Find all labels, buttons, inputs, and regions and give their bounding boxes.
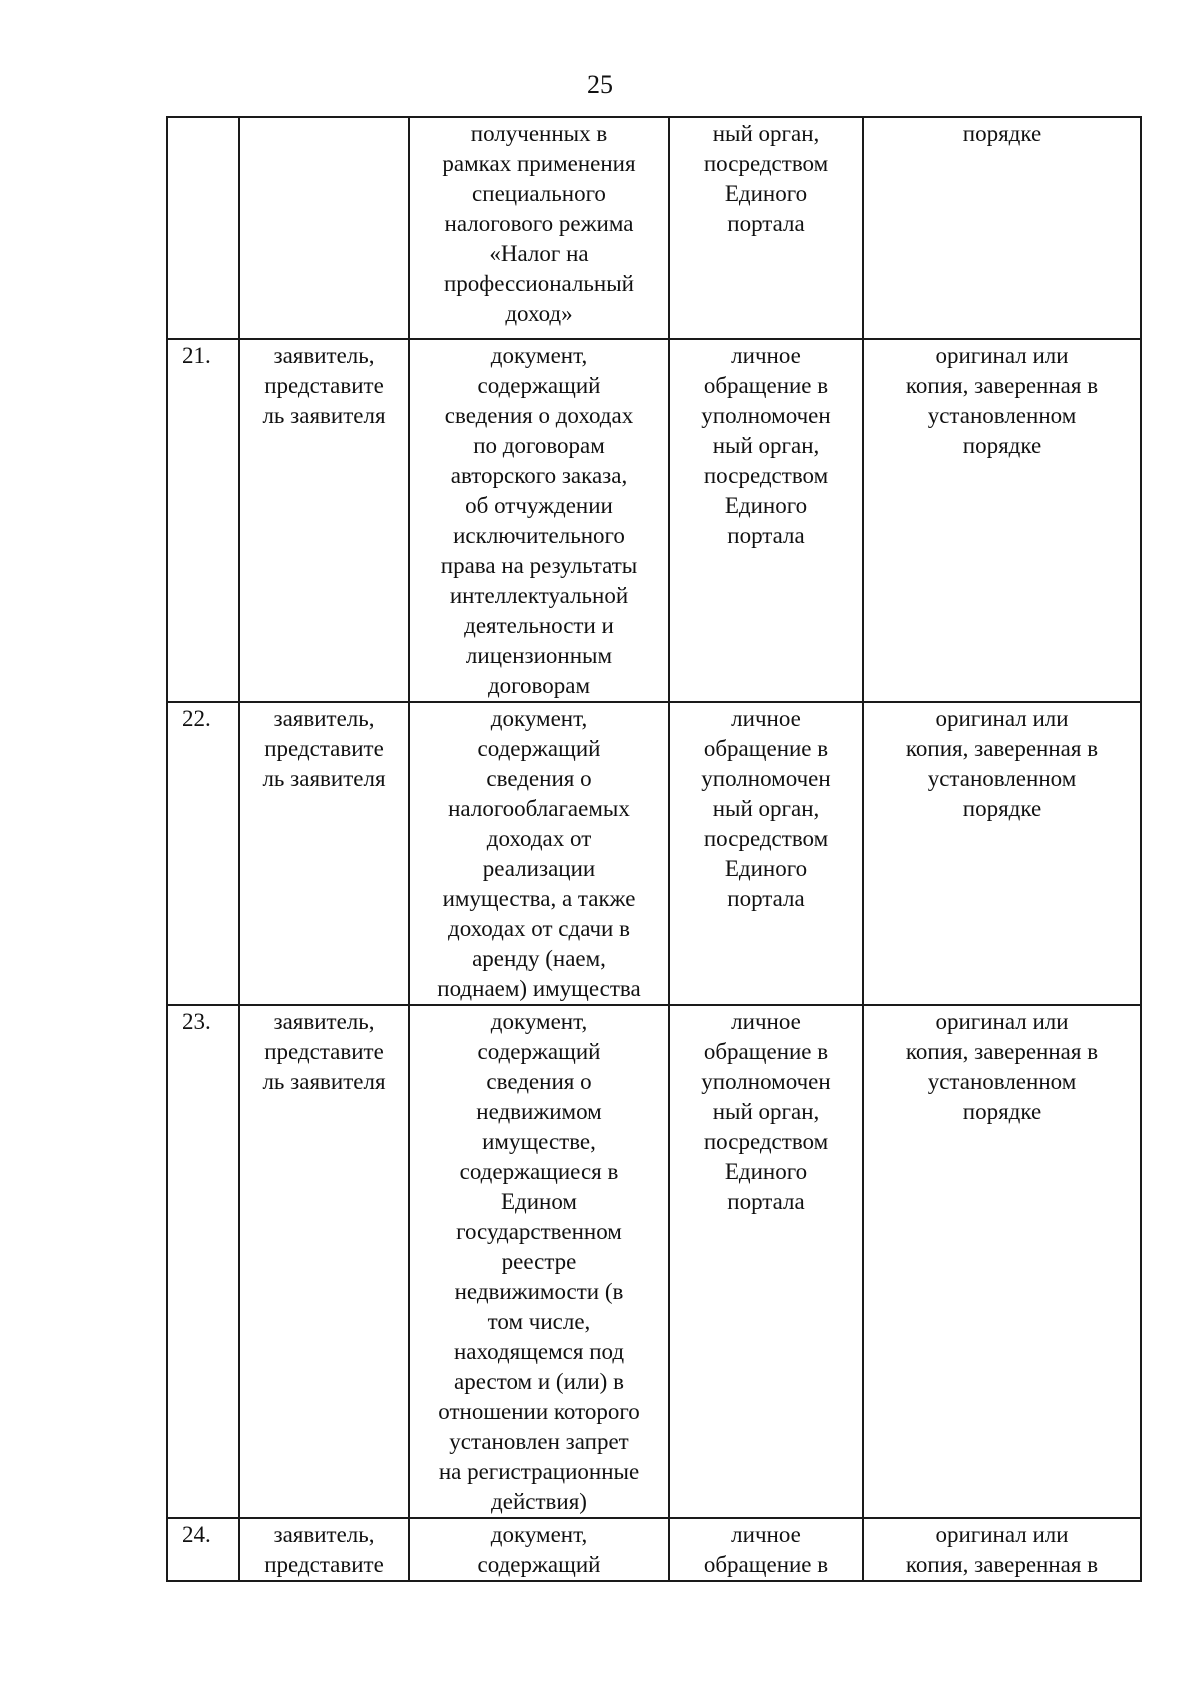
document-cell: документ, содержащий сведения о доходах по договорам авторского заказа, об отчуждении исключительного права на результаты интеллектуальной деятельности и лицензионным договорам [409, 339, 669, 702]
documents-table [166, 116, 1142, 1582]
applicant-cell: заявитель, представите ль заявителя [239, 702, 409, 1005]
document-form-cell: оригинал или копия, заверенная в установленном порядке [863, 702, 1141, 1005]
submission-method-cell: личное обращение в [669, 1518, 863, 1581]
submission-method-cell: личное обращение в уполномочен ный орган, посредством Единого портала [669, 702, 863, 1005]
table-row-21 [167, 339, 1141, 702]
row-number-cell: 22. [167, 702, 239, 1005]
row-number-cell: 24. [167, 1518, 239, 1581]
document-form-cell: оригинал или копия, заверенная в установленном порядке [863, 1005, 1141, 1518]
row-number-cell: 23. [167, 1005, 239, 1518]
table-row-23 [167, 1005, 1141, 1518]
applicant-cell: заявитель, представите [239, 1518, 409, 1581]
document-form-cell: оригинал или копия, заверенная в установленном порядке [863, 339, 1141, 702]
submission-method-cell: ный орган, посредством Единого портала [669, 117, 863, 339]
document-cell: полученных в рамках применения специального налогового режима «Налог на профессиональный доход» [409, 117, 669, 339]
document-cell: документ, содержащий сведения о налогооблагаемых доходах от реализации имущества, а также доходах от сдачи в аренду (наем, поднаем) имущества [409, 702, 669, 1005]
document-form-cell: порядке [863, 117, 1141, 339]
submission-method-cell: личное обращение в уполномочен ный орган, посредством Единого портала [669, 339, 863, 702]
document-form-cell: оригинал или копия, заверенная в [863, 1518, 1141, 1581]
submission-method-cell: личное обращение в уполномочен ный орган, посредством Единого портала [669, 1005, 863, 1518]
row-number-cell: 21. [167, 339, 239, 702]
document-cell: документ, содержащий [409, 1518, 669, 1581]
applicant-cell [239, 117, 409, 339]
row-number-cell [167, 117, 239, 339]
document-cell: документ, содержащий сведения о недвижимом имуществе, содержащиеся в Едином государственном реестре недвижимости (в том числе, находящемся под арестом и (или) в отношении которого установлен запрет на регистрационные действия) [409, 1005, 669, 1518]
page-number: 25 [587, 70, 613, 99]
table-row-22 [167, 702, 1141, 1005]
table-row-24 [167, 1518, 1141, 1581]
applicant-cell: заявитель, представите ль заявителя [239, 339, 409, 702]
applicant-cell: заявитель, представите ль заявителя [239, 1005, 409, 1518]
table-row-continuation [167, 117, 1141, 339]
